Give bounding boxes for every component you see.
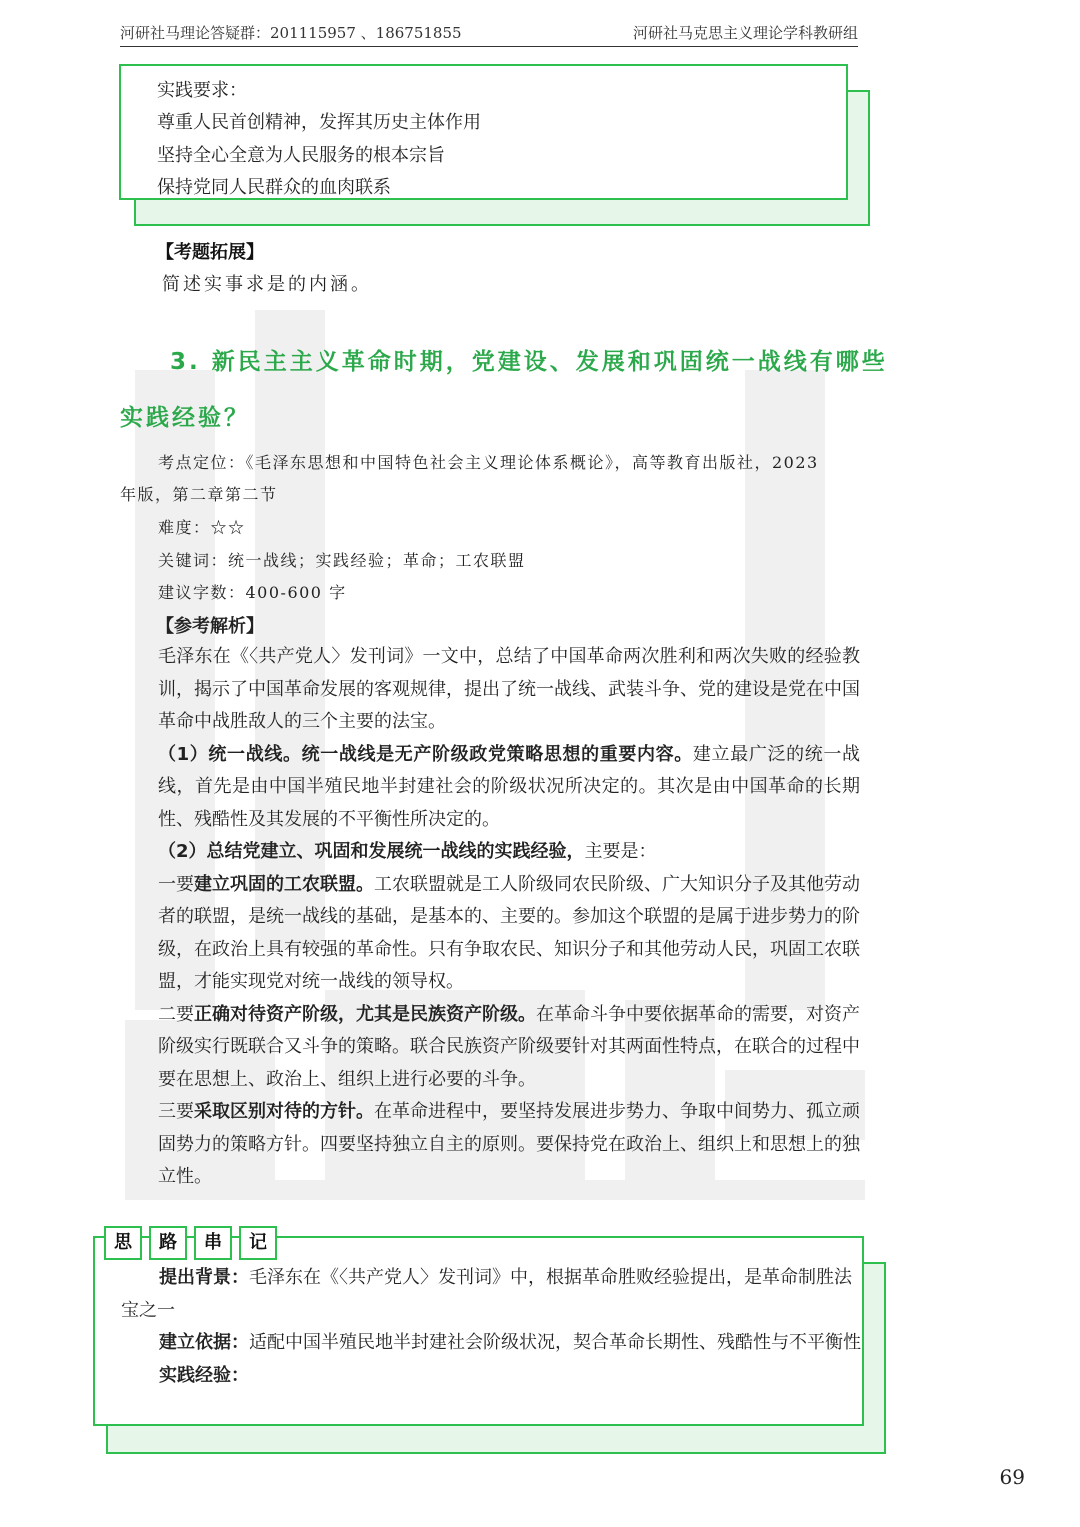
difficulty: 难度：☆☆	[158, 518, 246, 537]
analysis-paragraph: 毛泽东在《〈共产党人〉发刊词》一文中，总结了中国革命两次胜利和两次失败的经验教训，揭示了中国革命发展的客观规律，提出了统一战线、武装斗争、党的建设是党在中国革命中战胜敌人的三个主要的法宝。	[158, 646, 860, 732]
source-location-cont: 年版，第二章第二节	[120, 485, 278, 504]
exam-extension-title: 【考题拓展】	[156, 242, 264, 263]
word-count: 建议字数：400-600 字	[158, 583, 347, 602]
practice-item: 尊重人民首创精神，发挥其历史主体作用	[157, 112, 481, 133]
header-org-name: 河研社马克思主义理论学科教研组	[632, 24, 858, 42]
practice-title: 实践要求：	[157, 80, 247, 101]
analysis-paragraph: （2）总结党建立、巩固和发展统一战线的实践经验，主要是：	[158, 841, 657, 862]
practice-requirements-box	[119, 64, 848, 200]
point-heading: （1）统一战线。统一战线是无产阶级政党策略思想的重要内容。	[158, 743, 693, 765]
analysis-paragraph: 二要正确对待资产阶级，尤其是民族资产阶级。在革命斗争中要依据革命的需要，对资产阶级实行既联合又斗争的策略。联合民族资产阶级要针对其两面性特点，在联合的过程中要在思想上、政治上、组织上进行必要的斗争。	[158, 1003, 860, 1090]
mindmap-tags	[104, 1226, 277, 1260]
analysis-paragraph: 一要建立巩固的工农联盟。工农联盟就是工人阶级同农民阶级、广大知识分子及其他劳动者的联盟，是统一战线的基础，是基本的、主要的。参加这个联盟的是属于进步势力的阶级，在政治上具有较强的革命性。只有争取农民、知识分子和其他劳动人民，巩固工农联盟，才能实现党对统一战线的领导权。	[158, 873, 860, 992]
tag-si: 思	[104, 1226, 142, 1260]
mindmap-practice: 实践经验：	[159, 1364, 249, 1386]
page-header	[120, 20, 858, 47]
analysis-paragraph: 三要采取区别对待的方针。在革命进程中，要坚持发展进步势力、争取中间势力、孤立顽固势力的策略方针。四要坚持独立自主的原则。要保持党在政治上、组织上和思想上的独立性。	[158, 1101, 860, 1187]
exam-extension-question: 简述实事求是的内涵。	[162, 274, 372, 295]
point-heading: （2）总结党建立、巩固和发展统一战线的实践经验，	[158, 841, 585, 862]
practice-item: 坚持全心全意为人民服务的根本宗旨	[157, 145, 445, 166]
mindmap-basis: 建立依据：适配中国半殖民地半封建社会阶级状况，契合革命长期性、残酷性与不平衡性	[159, 1332, 861, 1353]
mindmap-background: 提出背景：毛泽东在《〈共产党人〉发刊词》中，根据革命胜败经验提出，是革命制胜法宝之一	[121, 1267, 852, 1321]
point-heading: 采取区别对待的方针。	[194, 1101, 374, 1122]
keywords: 关键词：统一战线；实践经验；革命；工农联盟	[158, 551, 526, 570]
page-number: 69	[999, 1465, 1025, 1489]
mindmap-box	[93, 1236, 864, 1426]
point-heading: 正确对待资产阶级，尤其是民族资产阶级。	[194, 1003, 536, 1025]
tag-ji: 记	[239, 1226, 277, 1260]
source-location: 考点定位：《毛泽东思想和中国特色社会主义理论体系概论》，高等教育出版社，2023	[158, 453, 819, 472]
analysis-title: 【参考解析】	[156, 616, 264, 637]
analysis-paragraph: （1）统一战线。统一战线是无产阶级政党策略思想的重要内容。建立最广泛的统一战线，首先是由中国半殖民地半封建社会的阶级状况所决定的。其次是由中国革命的长期性、残酷性及其发展的不平衡性所决定的。	[158, 743, 860, 830]
analysis-body	[120, 641, 860, 1194]
question-heading-line2: 实践经验？	[120, 405, 250, 431]
tag-lu: 路	[149, 1226, 187, 1260]
tag-chuan: 串	[194, 1226, 232, 1260]
header-qq-groups: 河研社马理论答疑群：201115957 、186751855	[120, 24, 462, 42]
mindmap-content	[121, 1262, 861, 1392]
question-heading-line1: 3. 新民主主义革命时期，党建设、发展和巩固统一战线有哪些	[170, 349, 888, 375]
point-heading: 建立巩固的工农联盟。	[194, 873, 374, 895]
practice-item: 保持党同人民群众的血肉联系	[157, 177, 391, 198]
